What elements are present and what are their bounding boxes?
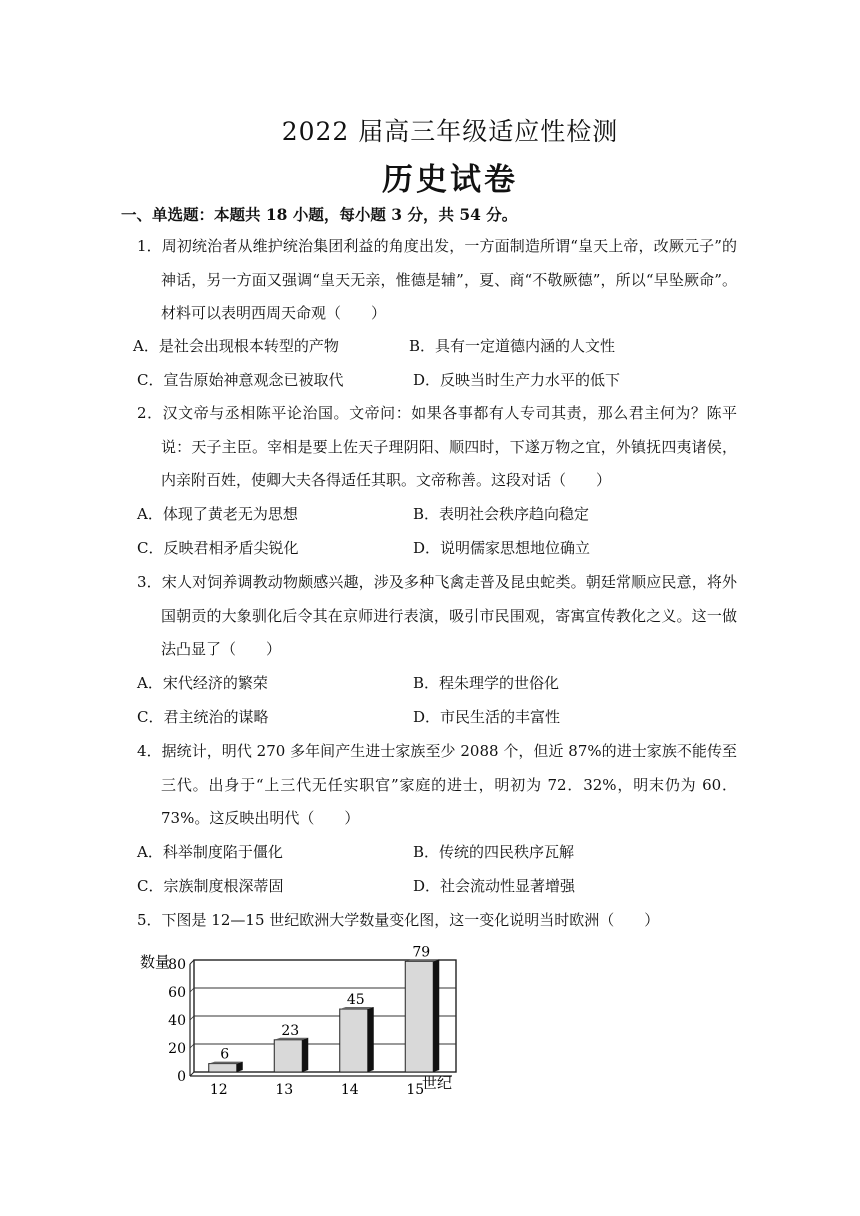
option-d[interactable]: D．反映当时生产力水平的低下 — [413, 370, 621, 389]
bar-side — [433, 959, 439, 1072]
exam-subject: 历史试卷 — [382, 162, 518, 198]
question-2 — [137, 397, 737, 498]
y-tick-label: 60 — [168, 985, 186, 1001]
option-c[interactable]: C．宣告原始神意观念已被取代 — [137, 370, 344, 389]
y-tick-label: 20 — [168, 1041, 186, 1057]
question-2-options — [137, 498, 737, 565]
question-3-options — [137, 667, 737, 734]
option-d[interactable]: D．社会流动性显著增强 — [413, 876, 576, 895]
x-tick-label: 12 — [209, 1082, 228, 1098]
bar-value-label: 23 — [281, 1022, 300, 1039]
x-tick-label: 15 — [406, 1082, 425, 1098]
option-d[interactable]: D．说明儒家思想地位确立 — [413, 538, 591, 557]
bar-value-label: 45 — [346, 992, 365, 1008]
option-b[interactable]: B．具有一定道德内涵的人文性 — [409, 337, 616, 355]
question-5 — [137, 904, 737, 938]
question-stem: 4．据统计，明代 270 多年间产生进士家族至少 2088 个，但近 87%的进士家族不能传至三代。出身于“上三代无任实职官”家庭的进士，明初为 72．32%，明末仍为 60．73%。这反映出明代（ ） — [137, 742, 737, 827]
bar-side — [368, 1007, 374, 1072]
option-c[interactable]: C．反映君相矛盾尖锐化 — [137, 538, 299, 557]
x-tick-label: 13 — [275, 1082, 294, 1098]
question-1-options — [133, 330, 737, 397]
bar — [405, 961, 433, 1072]
option-a[interactable]: A．宋代经济的繁荣 — [137, 674, 268, 692]
y-tick-label: 40 — [168, 1013, 186, 1029]
university-count-bar-chart — [136, 940, 466, 1100]
bar — [209, 1064, 237, 1072]
option-c[interactable]: C．君主统治的谋略 — [137, 707, 269, 726]
bar-value-label: 6 — [220, 1046, 230, 1063]
option-b[interactable]: B．表明社会秩序趋向稳定 — [413, 505, 590, 523]
question-stem: 1．周初统治者从维护统治集团利益的角度出发，一方面制造所谓“皇天上帝，改厥元子”的神话，另一方面又强调“皇天无亲，惟德是辅”，夏、商“不敬厥德”，所以“早坠厥命”。材料可以表明西周天命观（ ） — [137, 237, 737, 322]
x-tick-label: 14 — [340, 1082, 359, 1098]
option-b[interactable]: B．程朱理学的世俗化 — [413, 674, 560, 692]
option-b[interactable]: B．传统的四民秩序瓦解 — [413, 843, 575, 861]
question-4 — [137, 735, 737, 836]
bar — [340, 1009, 368, 1072]
y-tick-label: 80 — [168, 957, 186, 973]
option-d[interactable]: D．市民生活的丰富性 — [413, 707, 561, 726]
option-a[interactable]: A．是社会出现根本转型的产物 — [133, 337, 339, 355]
exam-title: 2022 届高三年级适应性检测 — [281, 117, 619, 146]
question-stem: 5．下图是 12—15 世纪欧洲大学数量变化图，这一变化说明当时欧洲（ ） — [137, 911, 660, 929]
x-axis-label: 世纪 — [422, 1074, 453, 1092]
question-4-options — [137, 836, 737, 903]
bar-value-label: 79 — [412, 944, 431, 961]
bar — [274, 1040, 302, 1072]
option-a[interactable]: A．体现了黄老无为思想 — [137, 505, 298, 523]
question-stem: 3．宋人对饲养调教动物颇感兴趣，涉及多种飞禽走普及昆虫蛇类。朝廷常顺应民意，将外国朝贡的大象驯化后令其在京师进行表演，吸引市民围观，寄寓宣传教化之义。这一做法凸显了（ ） — [137, 573, 737, 658]
question-1 — [137, 230, 737, 331]
section-heading: 一、单选题：本题共 18 小题，每小题 3 分，共 54 分。 — [121, 205, 518, 224]
question-3 — [137, 566, 737, 667]
question-stem: 2．汉文帝与丞相陈平论治国。文帝问：如果各事都有人专司其责，那么君主何为？陈平说：天子主臣。宰相是要上佐天子理阴阳、顺四时，下遂万物之宜，外镇抚四夷诸侯，内亲附百姓，使卿大夫各得适任其职。文帝称善。这段对话（ ） — [137, 404, 737, 489]
bar-side — [302, 1038, 308, 1072]
y-tick-label: 0 — [177, 1069, 186, 1085]
option-c[interactable]: C．宗族制度根深蒂固 — [137, 876, 284, 895]
option-a[interactable]: A．科举制度陷于僵化 — [137, 843, 283, 861]
y-axis-label: 数量 — [140, 953, 171, 971]
